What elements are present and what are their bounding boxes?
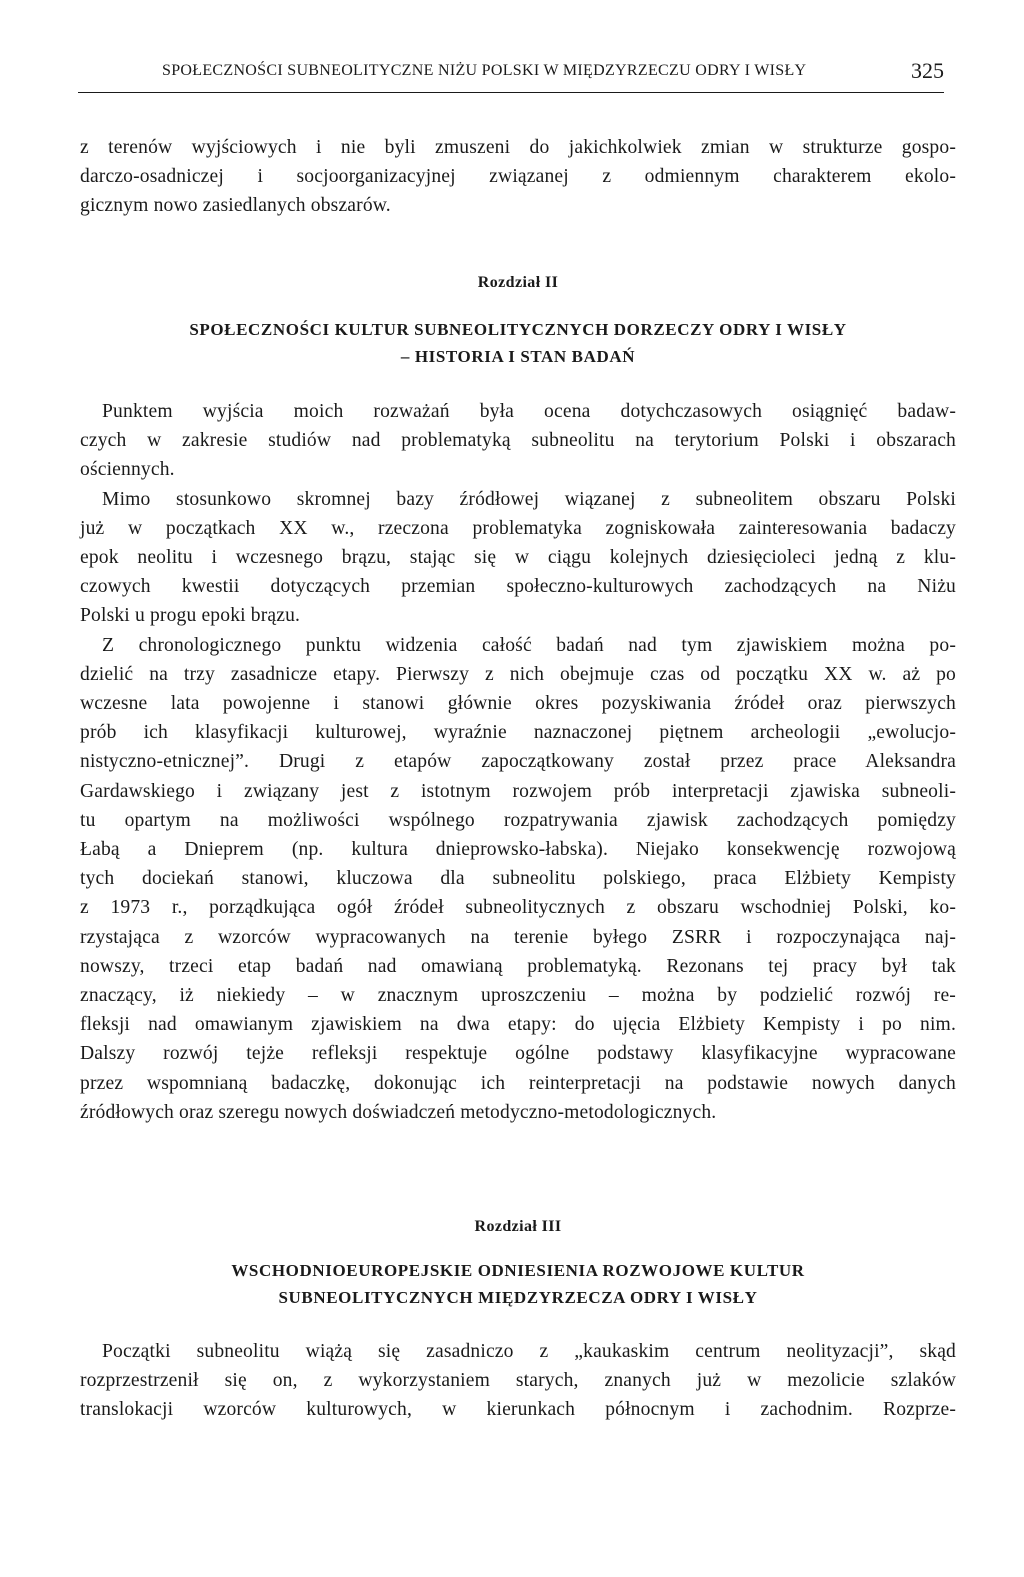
text-line: Mimo stosunkowo skromnej bazy źródłowej wiązanej z subneolitem obszaru Polski — [102, 488, 956, 510]
chapter-3-title — [80, 1257, 956, 1311]
text-line: tych dociekań stanowi, kluczowa dla subneolitu polskiego, praca Elżbiety Kempisty — [80, 868, 956, 890]
text-line: dzielić na trzy zasadnicze etapy. Pierwszy z nich obejmuje czas od początku XX w. aż po — [80, 663, 956, 685]
chapter-2-label: Rozdział II — [477, 274, 559, 291]
paragraph — [80, 397, 956, 485]
text-line: źródłowych oraz szeregu nowych doświadczeń metodyczno-metodologicznych. — [80, 1101, 717, 1123]
chapter-2-title-line-1: SPOŁECZNOŚCI KULTUR SUBNEOLITYCZNYCH DORZECZY ODRY I WISŁY — [189, 320, 847, 339]
text-line: nowszy, trzeci etap badań nad omawianą problematyką. Rezonans tej pracy był tak — [80, 955, 956, 977]
text-line: wczesne lata powojenne i stanowi głównie okres pozyskiwania źródeł oraz pierwszych — [80, 693, 956, 715]
text-line: z 1973 r., porządkująca ogół źródeł subneolitycznych z obszaru wschodniej Polski, ko- — [80, 897, 956, 919]
text-line: translokacji wzorców kulturowych, w kierunkach północnym i zachodnim. Rozprze- — [80, 1399, 956, 1421]
text-line: darczo-osadniczej i socjoorganizacyjnej związanej z odmiennym charakterem ekolo- — [80, 166, 956, 188]
page-number: 325 — [911, 58, 944, 83]
text-line: znaczący, iż niekiedy – w znacznym uproszczeniu – można by podzielić rozwój re- — [80, 985, 956, 1007]
text-line: czych w zakresie studiów nad problematyką subneolitu na terytorium Polski i obszarach — [80, 430, 956, 452]
text-line: gicznym nowo zasiedlanych obszarów. — [80, 195, 391, 217]
text-line: fleksji nad omawianym zjawiskiem na dwa etapy: do ujęcia Elżbiety Kempisty i po nim. — [80, 1014, 956, 1036]
text-line: Polski u progu epoki brązu. — [80, 605, 301, 627]
text-line: ościennych. — [80, 459, 175, 481]
text-line: z terenów wyjściowych i nie byli zmuszeni do jakichkolwiek zmian w strukturze gospo- — [80, 137, 956, 158]
intro-paragraph — [80, 133, 956, 221]
text-line: tu opartym na możliwości wspólnego rozpatrywania zjawisk zachodzących pomiędzy — [80, 809, 956, 831]
chapter-2-title — [80, 316, 956, 370]
text-line: Łabą a Dnieprem (np. kultura dnieprowsko-łabska). Niejako konsekwencję rozwojową — [80, 839, 956, 861]
text-line: nistyczno-etnicznej”. Drugi z etapów zapoczątkowany został przez prace Aleksandra — [80, 751, 956, 773]
chapter-3-title-line-1: WSCHODNIOEUROPEJSKIE ODNIESIENIA ROZWOJOWE KULTUR — [231, 1261, 805, 1280]
paragraph — [80, 1337, 956, 1425]
text-line: epok neolitu i wczesnego brązu, stając się w ciągu kolejnych dziesięcioleci jedną z klu- — [80, 547, 956, 569]
text-line: Dalszy rozwój tejże refleksji respektuje ogólne podstawy klasyfikacyjne wypracowane — [80, 1043, 956, 1065]
text-line: Gardawskiego i związany jest z istotnym rozwojem prób interpretacji zjawiska subneoli- — [80, 780, 956, 802]
paragraph — [80, 485, 956, 631]
running-title: SPOŁECZNOŚCI SUBNEOLITYCZNE NIŻU POLSKI W MIĘDZYRZECZU ODRY I WISŁY — [162, 62, 807, 79]
chapter-3-body — [80, 1337, 956, 1425]
text-line: rozprzestrzenił się on, z wykorzystaniem starych, znanych już w mezolicie szlaków — [80, 1370, 956, 1392]
chapter-3-title-line-2: SUBNEOLITYCZNYCH MIĘDZYRZECZA ODRY I WISŁY — [278, 1288, 758, 1307]
text-line: czowych kwestii dotyczących przemian społeczno-kulturowych zachodzących na Niżu — [80, 576, 956, 598]
text-line: Początki subneolitu wiążą się zasadniczo z „kaukaskim centrum neolityzacji”, skąd — [102, 1341, 956, 1362]
chapter-2-title-line-2: – HISTORIA I STAN BADAŃ — [400, 347, 636, 366]
text-line: Z chronologicznego punktu widzenia całość badań nad tym zjawiskiem można po- — [102, 634, 956, 656]
text-line: Punktem wyjścia moich rozważań była ocena dotychczasowych osiągnięć badaw- — [102, 401, 956, 422]
text-line: przez wspomnianą badaczkę, dokonując ich reinterpretacji na podstawie nowych danych — [80, 1072, 956, 1094]
paragraph — [80, 631, 956, 1127]
running-header — [78, 58, 944, 93]
chapter-2-body — [80, 397, 956, 1127]
text-line: już w początkach XX w., rzeczona problematyka zogniskowała zainteresowania badaczy — [80, 517, 956, 539]
text-line: rzystająca z wzorców wypracowanych na terenie byłego ZSRR i rozpoczynająca naj- — [80, 926, 956, 948]
chapter-3-label: Rozdział III — [474, 1218, 562, 1235]
text-line: prób ich klasyfikacji kulturowej, wyraźnie naznaczonej piętnem archeologii „ewolucjo- — [80, 722, 956, 744]
